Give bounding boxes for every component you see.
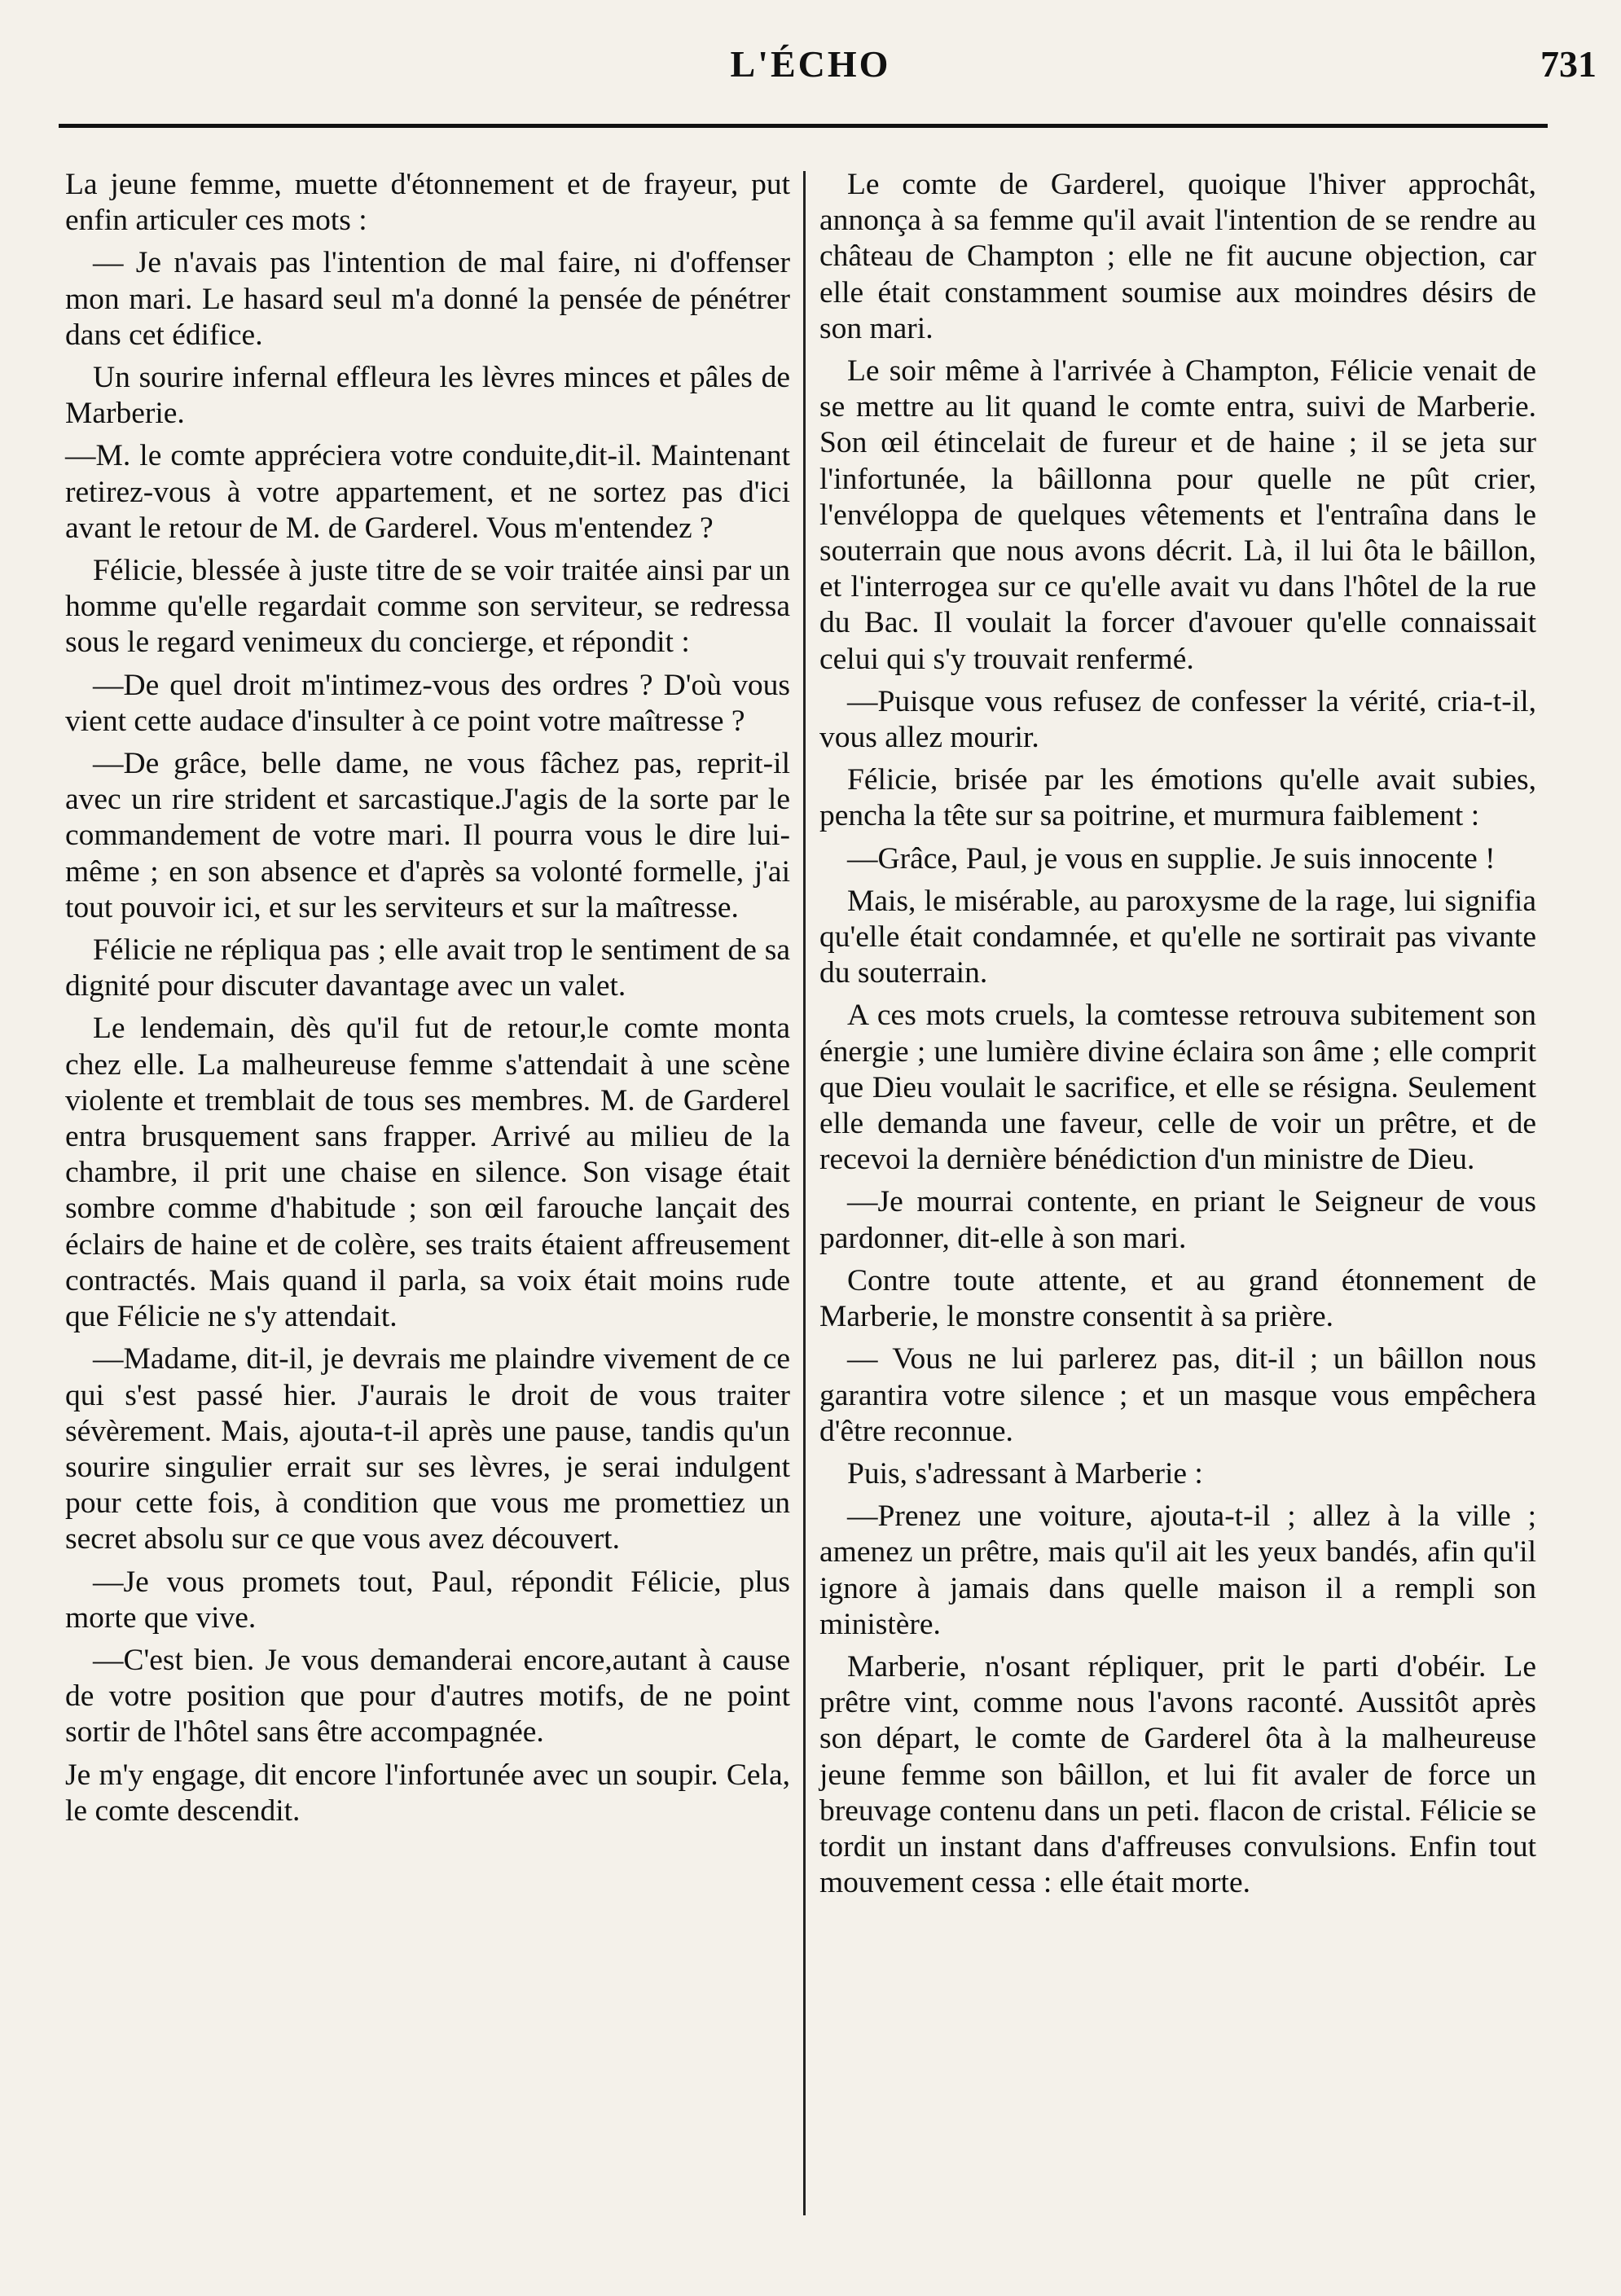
paragraph: —Prenez une voiture, ajouta-t-il ; allez à la ville ; amenez un prêtre, mais qu'il ait les yeux bandés, afin qu'il ignore à jamais dans quelle maison il a rempli son ministère. <box>819 1499 1536 1641</box>
paragraph: Je m'y engage, dit encore l'infortunée avec un soupir. Cela, le comte descendit. <box>65 1758 790 1828</box>
paragraph: Le soir même à l'arrivée à Champton, Félicie venait de se mettre au lit quand le comte entra, suivi de Marberie. Son œil étincelait de fureur et de haine ; il se jeta sur l'infortunée, la bâillonna pour quelle ne pût crier, l'envéloppa de quelques vêtements et l'entraîna dans le souterrain que nous avons décrit. Là, il lui ôta le bâillon, et l'interrogea sur ce qu'elle avait vu dans l'hôtel de la rue du Bac. Il voulait la forcer d'avouer qu'elle connaissait celui qui s'y trouvait renfermé. <box>819 354 1536 676</box>
paragraph: —De quel droit m'intimez-vous des ordres ? D'où vous vient cette audace d'insulter à ce point votre maîtresse ? <box>65 668 790 738</box>
paragraph: Un sourire infernal effleura les lèvres minces et pâles de Marberie. <box>65 361 790 431</box>
left-column <box>65 167 790 1836</box>
paragraph: Félicie ne répliqua pas ; elle avait trop le sentiment de sa dignité pour discuter davantage avec un valet. <box>65 933 790 1003</box>
paragraph: Le comte de Garderel, quoique l'hiver approchât, annonça à sa femme qu'il avait l'intention de se rendre au château de Champton ; elle ne fit aucune objection, car elle était constamment soumise aux moindres désirs de son mari. <box>819 168 1536 345</box>
page-number: 731 <box>1540 43 1597 85</box>
paragraph: —M. le comte appréciera votre conduite,dit-il. Maintenant retirez-vous à votre appartement, et ne sortez pas d'ici avant le retour de M. de Garderel. Vous m'entendez ? <box>65 439 790 545</box>
paragraph: —Grâce, Paul, je vous en supplie. Je suis innocente ! <box>847 841 1496 876</box>
paragraph: —C'est bien. Je vous demanderai encore,autant à cause de votre position que pour d'autres motifs, de ne point sortir de l'hôtel sans être accompagnée. <box>65 1643 790 1749</box>
paragraph: Marberie, n'osant répliquer, prit le parti d'obéir. Le prêtre vint, comme nous l'avons raconté. Aussitôt après son départ, le comte de Garderel ôta à la malheureuse jeune femme son bâillon, et lui fit avaler de force un breuvage contenu dans un peti. flacon de cristal. Félicie se tordit un instant dans d'affreuses convulsions. Enfin tout mouvement cessa : elle était morte. <box>819 1649 1536 1900</box>
paragraph: Puis, s'adressant à Marberie : <box>847 1456 1203 1490</box>
paragraph: Mais, le misérable, au paroxysme de la rage, lui signifia qu'elle était condamnée, et qu'elle ne sortirait pas vivante du souterrain. <box>819 884 1536 990</box>
paragraph: — Vous ne lui parlerez pas, dit-il ; un bâillon nous garantira votre silence ; et un masque vous empêchera d'être reconnue. <box>819 1342 1536 1448</box>
paragraph: La jeune femme, muette d'étonnement et de frayeur, put enfin articuler ces mots : <box>65 168 790 238</box>
header-rule <box>59 124 1548 128</box>
paragraph: —Puisque vous refusez de confesser la vérité, cria-t-il, vous allez mourir. <box>819 684 1536 755</box>
paragraph: Le lendemain, dès qu'il fut de retour,le comte monta chez elle. La malheureuse femme s'attendait à une scène violente et tremblait de tous ses membres. M. de Garderel entra brusquement sans frapper. Arrivé au milieu de la chambre, il prit une chaise en silence. Son visage était sombre comme d'habitude ; son œil farouche lançait des éclairs de haine et de colère, ses traits étaient affreusement contractés. Mais quand il parla, sa voix était moins rude que Félicie ne s'y attendait. <box>65 1012 790 1334</box>
right-column <box>819 167 1536 1907</box>
paragraph: —De grâce, belle dame, ne vous fâchez pas, reprit-il avec un rire strident et sarcastique.J'agis de la sorte par le commandement de votre mari. Il pourra vous le dire lui-même ; en son absence et d'après sa volonté formelle, j'ai tout pouvoir ici, et sur les serviteurs et sur la maîtresse. <box>65 747 790 924</box>
paragraph: Félicie, brisée par les émotions qu'elle avait subies, pencha la tête sur sa poitrine, et murmura faiblement : <box>819 763 1536 833</box>
paragraph: —Je vous promets tout, Paul, répondit Félicie, plus morte que vive. <box>65 1565 790 1635</box>
paragraph: —Je mourrai contente, en priant le Seigneur de vous pardonner, dit-elle à son mari. <box>819 1185 1536 1255</box>
paragraph: Félicie, blessée à juste titre de se voir traitée ainsi par un homme qu'elle regardait comme son serviteur, se redressa sous le regard venimeux du concierge, et répondit : <box>65 554 790 660</box>
paragraph: — Je n'avais pas l'intention de mal faire, ni d'offenser mon mari. Le hasard seul m'a donné la pensée de pénétrer dans cet édifice. <box>65 246 790 352</box>
column-divider <box>803 171 806 2215</box>
page-title: L'ÉCHO <box>730 43 891 85</box>
paragraph: A ces mots cruels, la comtesse retrouva subitement son énergie ; une lumière divine éclaira son âme ; elle comprit que Dieu voulait le sacrifice, et elle se résigna. Seulement elle demanda une faveur, celle de voir un prêtre, et de recevoi la dernière bénédiction d'un ministre de Dieu. <box>819 999 1536 1177</box>
paragraph: Contre toute attente, et au grand étonnement de Marberie, le monstre consentit à sa prière. <box>819 1263 1536 1334</box>
paragraph: —Madame, dit-il, je devrais me plaindre vivement de ce qui s'est passé hier. J'aurais le droit de vous traiter sévèrement. Mais, ajouta-t-il après une pause, tandis qu'un sourire singulier errait sur ses lèvres, je serai indulgent pour cette fois, à condition que vous me promettiez un secret absolu sur ce que vous avez découvert. <box>65 1342 790 1556</box>
